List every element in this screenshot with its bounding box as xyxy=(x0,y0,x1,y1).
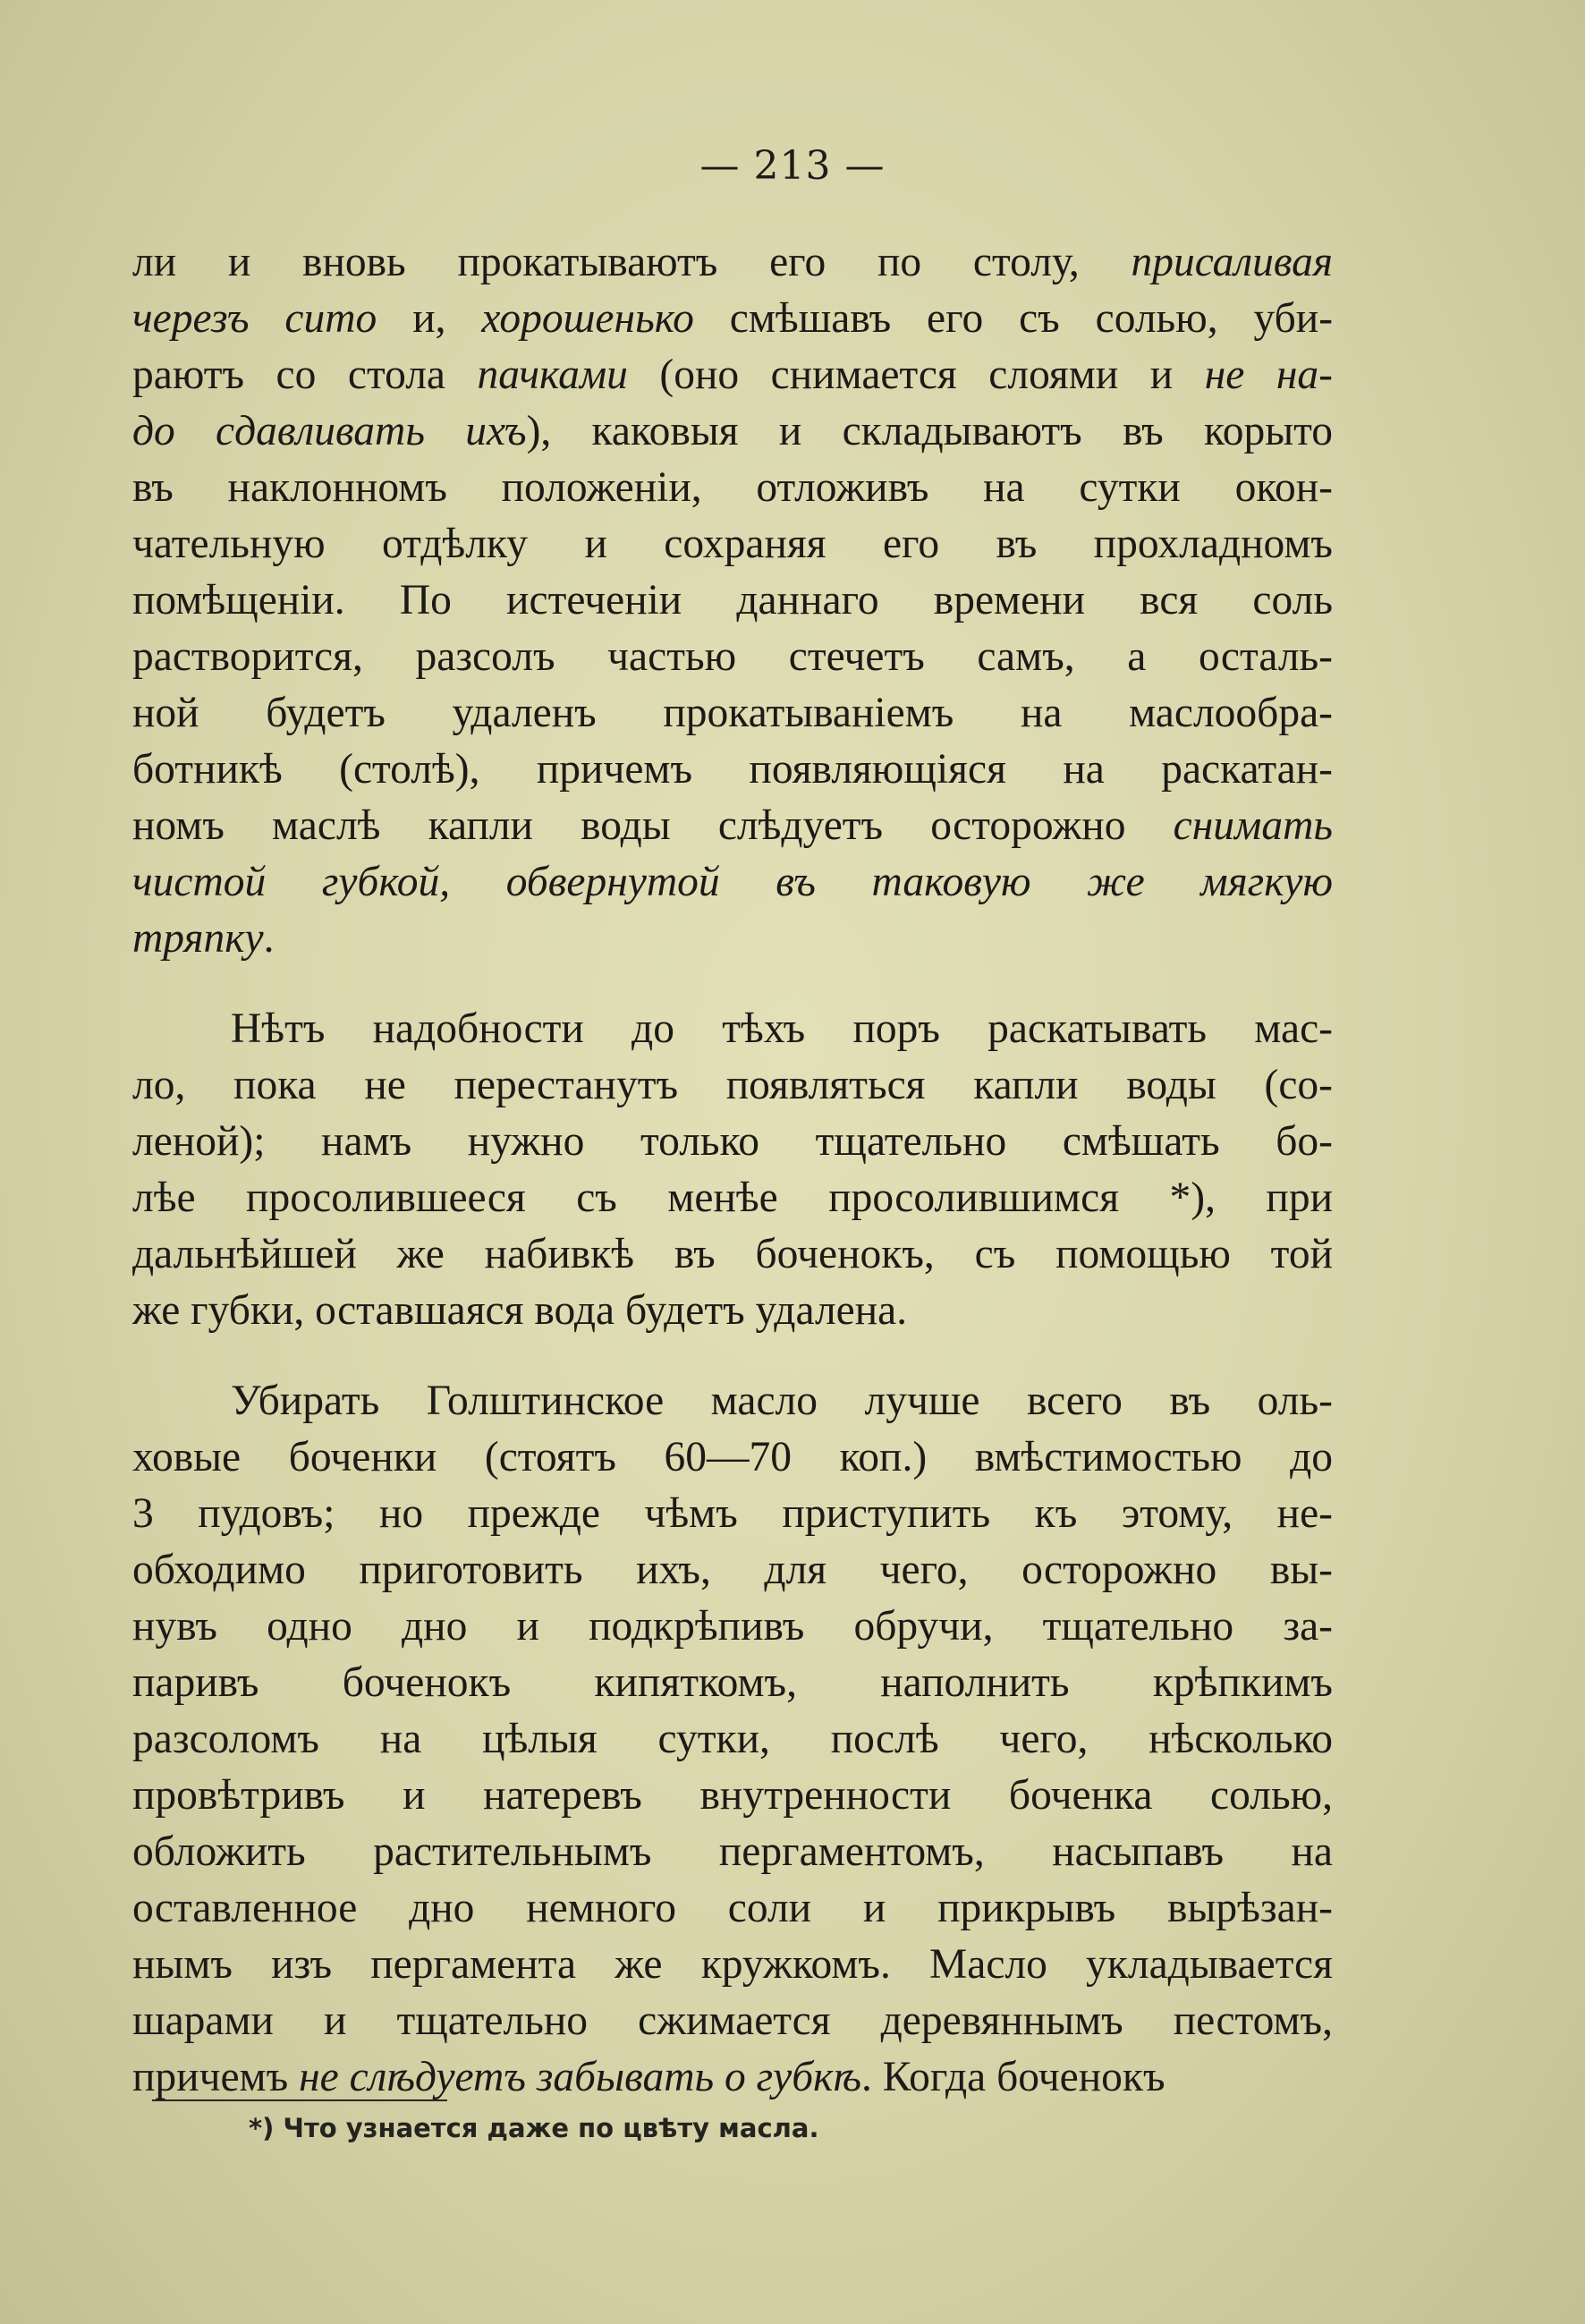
text-line xyxy=(132,516,1333,573)
text-span: шарами и тщательно сжимается деревяннымъ пестомъ, xyxy=(132,1997,1333,2044)
italic-span: снимать xyxy=(1173,802,1333,849)
text-line xyxy=(132,1057,1333,1114)
text-line xyxy=(132,1937,1333,1993)
text-line xyxy=(132,1486,1333,1542)
text-line xyxy=(132,1824,1333,1880)
text-span: . Когда боченокъ xyxy=(861,2054,1165,2100)
text-line xyxy=(132,1599,1333,1655)
text-line xyxy=(132,1542,1333,1599)
text-span: разсоломъ на цѣлыя сутки, послѣ чего, нѣсколько xyxy=(132,1716,1333,1762)
text-span: обходимо приготовить ихъ, для чего, осторожно вы- xyxy=(132,1547,1333,1593)
text-line xyxy=(132,629,1333,685)
paragraph xyxy=(132,1373,1333,2106)
text-span: Нѣтъ надобности до тѣхъ поръ раскатывать мас- xyxy=(231,1005,1333,1052)
text-span: въ наклонномъ положеніи, отложивъ на сутки окон- xyxy=(132,464,1333,511)
italic-span: присаливая xyxy=(1131,239,1333,285)
text-line xyxy=(132,798,1333,854)
text-span: нувъ одно дно и подкрѣпивъ обручи, тщательно за- xyxy=(132,1603,1333,1650)
text-span: ), каковыя и складываютъ въ корыто xyxy=(526,408,1333,454)
text-line xyxy=(132,742,1333,798)
text-line xyxy=(132,1880,1333,1937)
text-line xyxy=(132,234,1333,291)
text-span: ли и вновь прокатываютъ его по столу, xyxy=(132,239,1132,285)
footnote-divider xyxy=(152,2099,447,2101)
page-number: — 213 — xyxy=(699,143,886,189)
text-line xyxy=(132,2049,1333,2106)
text-line xyxy=(132,911,1333,967)
text-span: растворится, разсолъ частью стечетъ самъ, а осталь- xyxy=(132,633,1333,680)
text-span: номъ маслѣ капли воды слѣдуетъ осторожно xyxy=(132,802,1174,849)
text-line xyxy=(132,347,1333,403)
text-line xyxy=(132,854,1333,911)
text-span: Убирать Голштинское масло лучше всего въ оль- xyxy=(231,1378,1333,1424)
text-line xyxy=(132,1993,1333,2049)
text-line xyxy=(132,1373,1333,1429)
text-span: ботникѣ (столѣ), причемъ появляющіяся на раскатан- xyxy=(132,746,1333,793)
footnote: *) Что узнается даже по цвѣту масла. xyxy=(249,2113,819,2143)
italic-span: чистой губкой, обвернутой въ таковую же мягкую xyxy=(132,859,1333,905)
text-line xyxy=(132,1001,1333,1057)
text-line xyxy=(132,1170,1333,1226)
text-span: леной); намъ нужно только тщательно смѣшать бо- xyxy=(132,1118,1333,1165)
text-span: 3 пудовъ; но прежде чѣмъ приступить къ этому, не- xyxy=(132,1490,1333,1537)
text-span: лѣе просолившееся съ менѣе просолившимся *), при xyxy=(132,1175,1333,1221)
text-line xyxy=(132,403,1333,460)
text-span: ной будетъ удаленъ прокатываніемъ на маслообра- xyxy=(132,690,1333,736)
text-line xyxy=(132,291,1333,347)
text-span: помѣщеніи. По истеченіи даннаго времени вся соль xyxy=(132,577,1333,623)
text-span: же губки, оставшаяся вода будетъ удалена. xyxy=(132,1287,908,1334)
text-span: (оно снимается слоями и xyxy=(627,352,1205,398)
italic-span: черезъ сито xyxy=(132,295,377,342)
text-line xyxy=(132,1226,1333,1283)
text-span: нымъ изъ пергамента же кружкомъ. Масло укладывается xyxy=(132,1941,1333,1988)
paragraph xyxy=(132,234,1333,967)
italic-span: до сдавливать ихъ xyxy=(132,408,527,454)
text-span: смѣшавъ его съ солью, уби- xyxy=(693,295,1334,342)
paragraph xyxy=(132,1001,1333,1339)
text-span: ховые боченки (стоятъ 60—70 коп.) вмѣстимостью до xyxy=(132,1434,1333,1480)
text-line xyxy=(132,685,1333,742)
text-span: провѣтривъ и натеревъ внутренности боченка солью, xyxy=(132,1772,1333,1819)
italic-span: хорошенько xyxy=(481,295,694,342)
italic-span: не слѣдуетъ забывать о губкѣ xyxy=(299,2054,862,2100)
text-span: оставленное дно немного соли и прикрывъ вырѣзан- xyxy=(132,1885,1333,1931)
text-span: . xyxy=(263,915,275,962)
text-line xyxy=(132,1114,1333,1170)
italic-span: тряпку xyxy=(132,915,264,962)
body-text xyxy=(132,234,1333,2106)
text-span: паривъ боченокъ кипяткомъ, наполнить крѣпкимъ xyxy=(132,1659,1333,1706)
text-span: обложить растительнымъ пергаментомъ, насыпавъ на xyxy=(132,1828,1333,1875)
text-line xyxy=(132,1655,1333,1711)
text-line xyxy=(132,1711,1333,1768)
text-line xyxy=(132,1283,1333,1339)
text-line xyxy=(132,460,1333,516)
text-line xyxy=(132,573,1333,629)
text-line xyxy=(132,1768,1333,1824)
text-span: ло, пока не перестанутъ появляться капли воды (со- xyxy=(132,1062,1333,1108)
italic-span: пачками xyxy=(477,352,628,398)
text-span: раютъ со стола xyxy=(132,352,478,398)
text-span: дальнѣйшей же набивкѣ въ боченокъ, съ помощью той xyxy=(132,1231,1333,1277)
text-span: причемъ xyxy=(132,2054,300,2100)
text-span: и, xyxy=(377,295,482,342)
text-line xyxy=(132,1429,1333,1486)
italic-span: не на- xyxy=(1204,352,1333,398)
text-span: чательную отдѣлку и сохраняя его въ прохладномъ xyxy=(132,521,1333,567)
